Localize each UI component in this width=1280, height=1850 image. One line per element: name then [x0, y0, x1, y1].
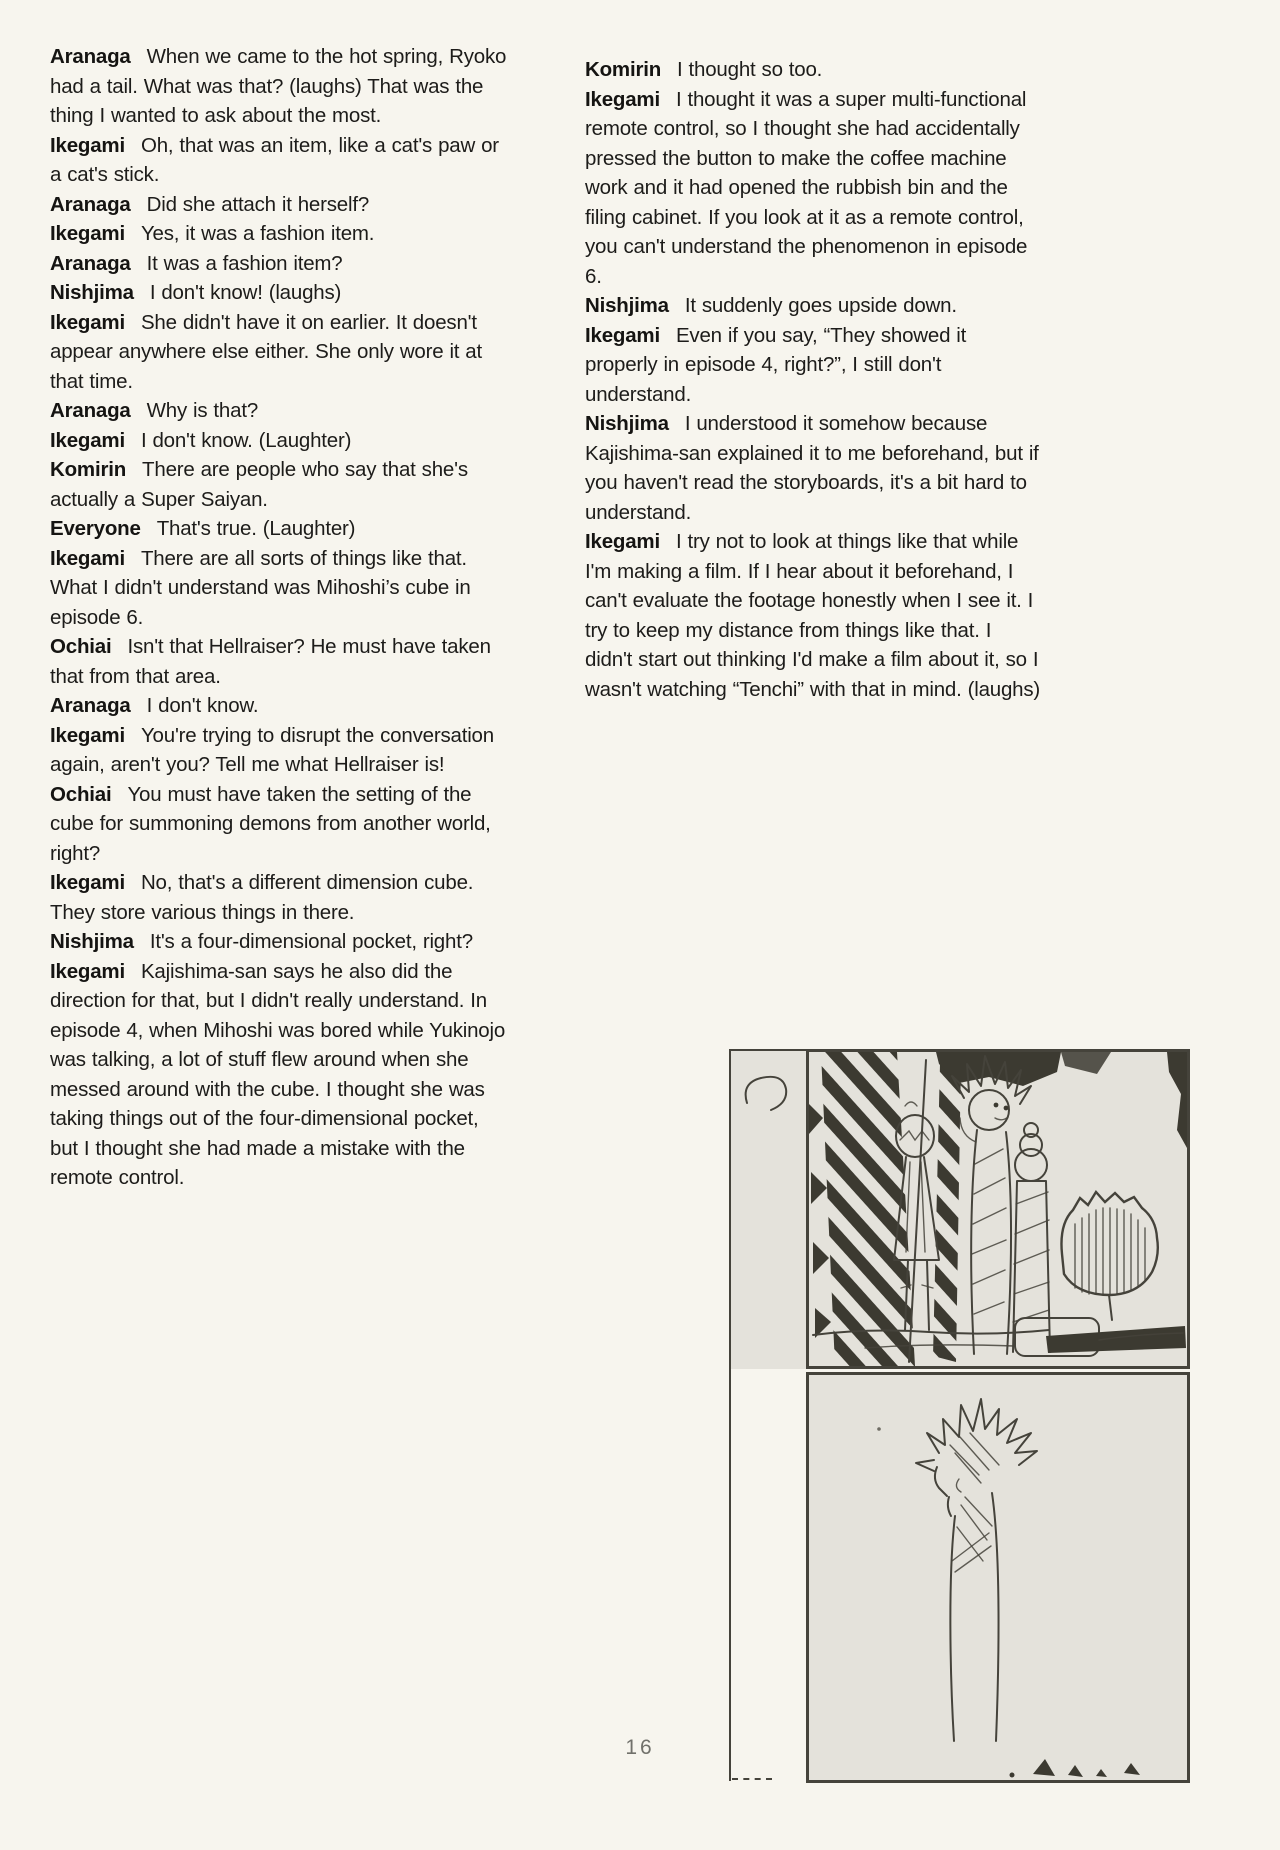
speech-text: You must have taken the setting of the cube for summoning demons from another world, right? — [50, 782, 491, 865]
dialogue-entry — [50, 691, 508, 721]
foliage-dark-top — [1061, 1052, 1111, 1074]
storyboard-partial-panel — [731, 1049, 806, 1369]
speech-text: That's true. (Laughter) — [156, 517, 356, 540]
speaker-name: Ikegami — [50, 428, 125, 452]
dialogue-entry — [50, 957, 508, 1193]
speech-text: She didn't have it on earlier. It doesn't appear anywhere else either. She only wore it at that time. — [50, 310, 482, 393]
speaker-name: Ikegami — [50, 959, 125, 983]
storyboard-panel-2 — [806, 1372, 1190, 1783]
dialogue-entry — [50, 131, 508, 190]
storyboard-bottom-tick — [732, 1778, 772, 1780]
speaker-name: Ikegami — [50, 723, 125, 747]
speech-text: I try not to look at things like that while I'm making a film. If I hear about it beforehand, I can't evaluate the footage honestly when I see it. I try to keep my distance from things like that. I didn't start out thinking I'd make a film about it, so I wasn't watching “Tenchi” with that in mind. (laughs) — [585, 530, 1041, 701]
ink-speck — [877, 1427, 881, 1431]
speech-text: I don't know! (laughs) — [149, 281, 342, 304]
speaker-name: Aranaga — [50, 694, 131, 717]
speech-text: It was a fashion item? — [146, 251, 343, 275]
speech-text: I don't know. (Laughter) — [140, 428, 352, 452]
speech-text: No, that's a different dimension cube. They store various things in there. — [50, 871, 474, 924]
speech-text: There are all sorts of things like that. What I didn't understand was Mihoshi’s cube in episode 6. — [50, 546, 471, 629]
speech-text: I thought so too. — [677, 58, 823, 81]
dialogue-entry — [50, 455, 508, 514]
speech-text: Yes, it was a fashion item. — [140, 222, 375, 245]
dialogue-entry — [50, 278, 508, 308]
dialogue-entry — [585, 321, 1043, 410]
speaker-name: Nishjima — [50, 281, 134, 304]
speaker-name: Komirin — [585, 58, 662, 81]
trunk-notch — [813, 1242, 829, 1274]
speech-text: Why is that? — [146, 399, 259, 422]
trunk-notch — [811, 1172, 827, 1204]
speaker-name: Ikegami — [585, 323, 660, 347]
speaker-name: Ikegami — [585, 87, 660, 111]
speech-text: Did she attach it herself? — [146, 192, 370, 216]
speech-text: Even if you say, “They showed it properly in episode 4, right?”, I still don't understand. — [585, 323, 967, 406]
dialogue-entry — [50, 780, 508, 869]
dialogue-entry — [585, 291, 1043, 321]
sketch-sofa — [1015, 1318, 1186, 1356]
sketch-circle-doodle — [746, 1077, 787, 1110]
speaker-name: Ochiai — [50, 782, 112, 806]
speech-text: When we came to the hot spring, Ryoko had a tail. What was that? (laughs) That was the thing I wanted to ask about the most. — [50, 45, 507, 127]
sketch-figure-lone-spiky — [916, 1399, 1037, 1741]
speech-text: It's a four-dimensional pocket, right? — [149, 930, 473, 953]
speaker-name: Ochiai — [50, 635, 112, 658]
dialogue-entry — [50, 249, 508, 279]
bottom-ink-blotches — [1010, 1759, 1141, 1778]
dialogue-entry — [50, 721, 508, 780]
speaker-name: Ikegami — [50, 222, 125, 245]
speaker-name: Aranaga — [50, 399, 131, 422]
speaker-name: Everyone — [50, 517, 141, 540]
speaker-name: Aranaga — [50, 251, 131, 275]
speaker-name: Aranaga — [50, 192, 131, 216]
trunk-notch — [809, 1104, 823, 1134]
speech-text: I understood it somehow because Kajishima-san explained it to me beforehand, but if you haven't read the storyboards, it's a bit hard to understand. — [585, 412, 1039, 524]
panel1-sketch — [809, 1052, 1187, 1366]
speaker-name: Nishjima — [50, 930, 134, 953]
speaker-name: Nishjima — [585, 294, 669, 317]
dialogue-entry — [50, 927, 508, 957]
storyboard-scan — [729, 1049, 1190, 1783]
panel2-sketch — [809, 1375, 1187, 1780]
dialogue-entry — [585, 409, 1043, 527]
speaker-name: Ikegami — [50, 546, 125, 570]
speech-text: Isn't that Hellraiser? He must have taken that from that area. — [50, 635, 491, 688]
dialogue-entry — [50, 42, 508, 131]
sketch-figure-tall-spiky — [952, 1056, 1031, 1354]
speaker-name: Ikegami — [50, 871, 125, 894]
page-number: 16 — [625, 1736, 655, 1759]
storyboard-panel-1 — [806, 1049, 1190, 1369]
dialogue-entry — [585, 527, 1043, 704]
speaker-name: Ikegami — [585, 530, 660, 553]
speaker-name: Nishjima — [585, 412, 669, 435]
speaker-name: Aranaga — [50, 45, 131, 68]
interview-right-column — [585, 55, 1043, 704]
dialogue-entry — [50, 632, 508, 691]
speech-text: I thought it was a super multi-functional remote control, so I thought she had accidentally pressed the button to make the coffee machine work and it had opened the rubbish bin and the filing cabinet. If you look at it as a remote control, you can't understand the phenomenon in episode 6. — [585, 87, 1028, 288]
speech-text: There are people who say that she's actually a Super Saiyan. — [50, 458, 468, 511]
speaker-name: Ikegami — [50, 133, 125, 157]
interview-left-column — [50, 42, 508, 1193]
sketch-foreground-head — [1061, 1192, 1157, 1320]
speaker-name: Ikegami — [50, 310, 125, 334]
dialogue-entry — [50, 514, 508, 544]
dialogue-entry — [50, 396, 508, 426]
speech-text: Kajishima-san says he also did the direction for that, but I didn't really understand. In episode 4, when Mihoshi was bored while Yukinojo was talking, a lot of stuff flew around when she messed around with the cube. I thought she was taking things out of the four-dimensional pocket, but I thought she had made a mistake with the remote control. — [50, 959, 506, 1189]
dialogue-entry — [50, 544, 508, 633]
dialogue-entry — [585, 55, 1043, 85]
speech-text: You're trying to disrupt the conversation again, aren't you? Tell me what Hellraiser is! — [50, 723, 494, 776]
dialogue-entry — [50, 868, 508, 927]
dialogue-entry — [50, 219, 508, 249]
speaker-name: Komirin — [50, 458, 127, 481]
foliage-dark-right — [1167, 1052, 1187, 1148]
hatched-trunk-middle — [933, 1060, 961, 1362]
dialogue-entry — [50, 308, 508, 397]
speech-text: It suddenly goes upside down. — [684, 294, 957, 317]
dialogue-entry — [50, 190, 508, 220]
speech-text: I don't know. — [146, 694, 259, 717]
dialogue-entry — [50, 426, 508, 456]
speech-text: Oh, that was an item, like a cat's paw or a cat's stick. — [50, 133, 499, 186]
partial-panel-sketch — [731, 1051, 806, 1369]
dialogue-entry — [585, 85, 1043, 292]
